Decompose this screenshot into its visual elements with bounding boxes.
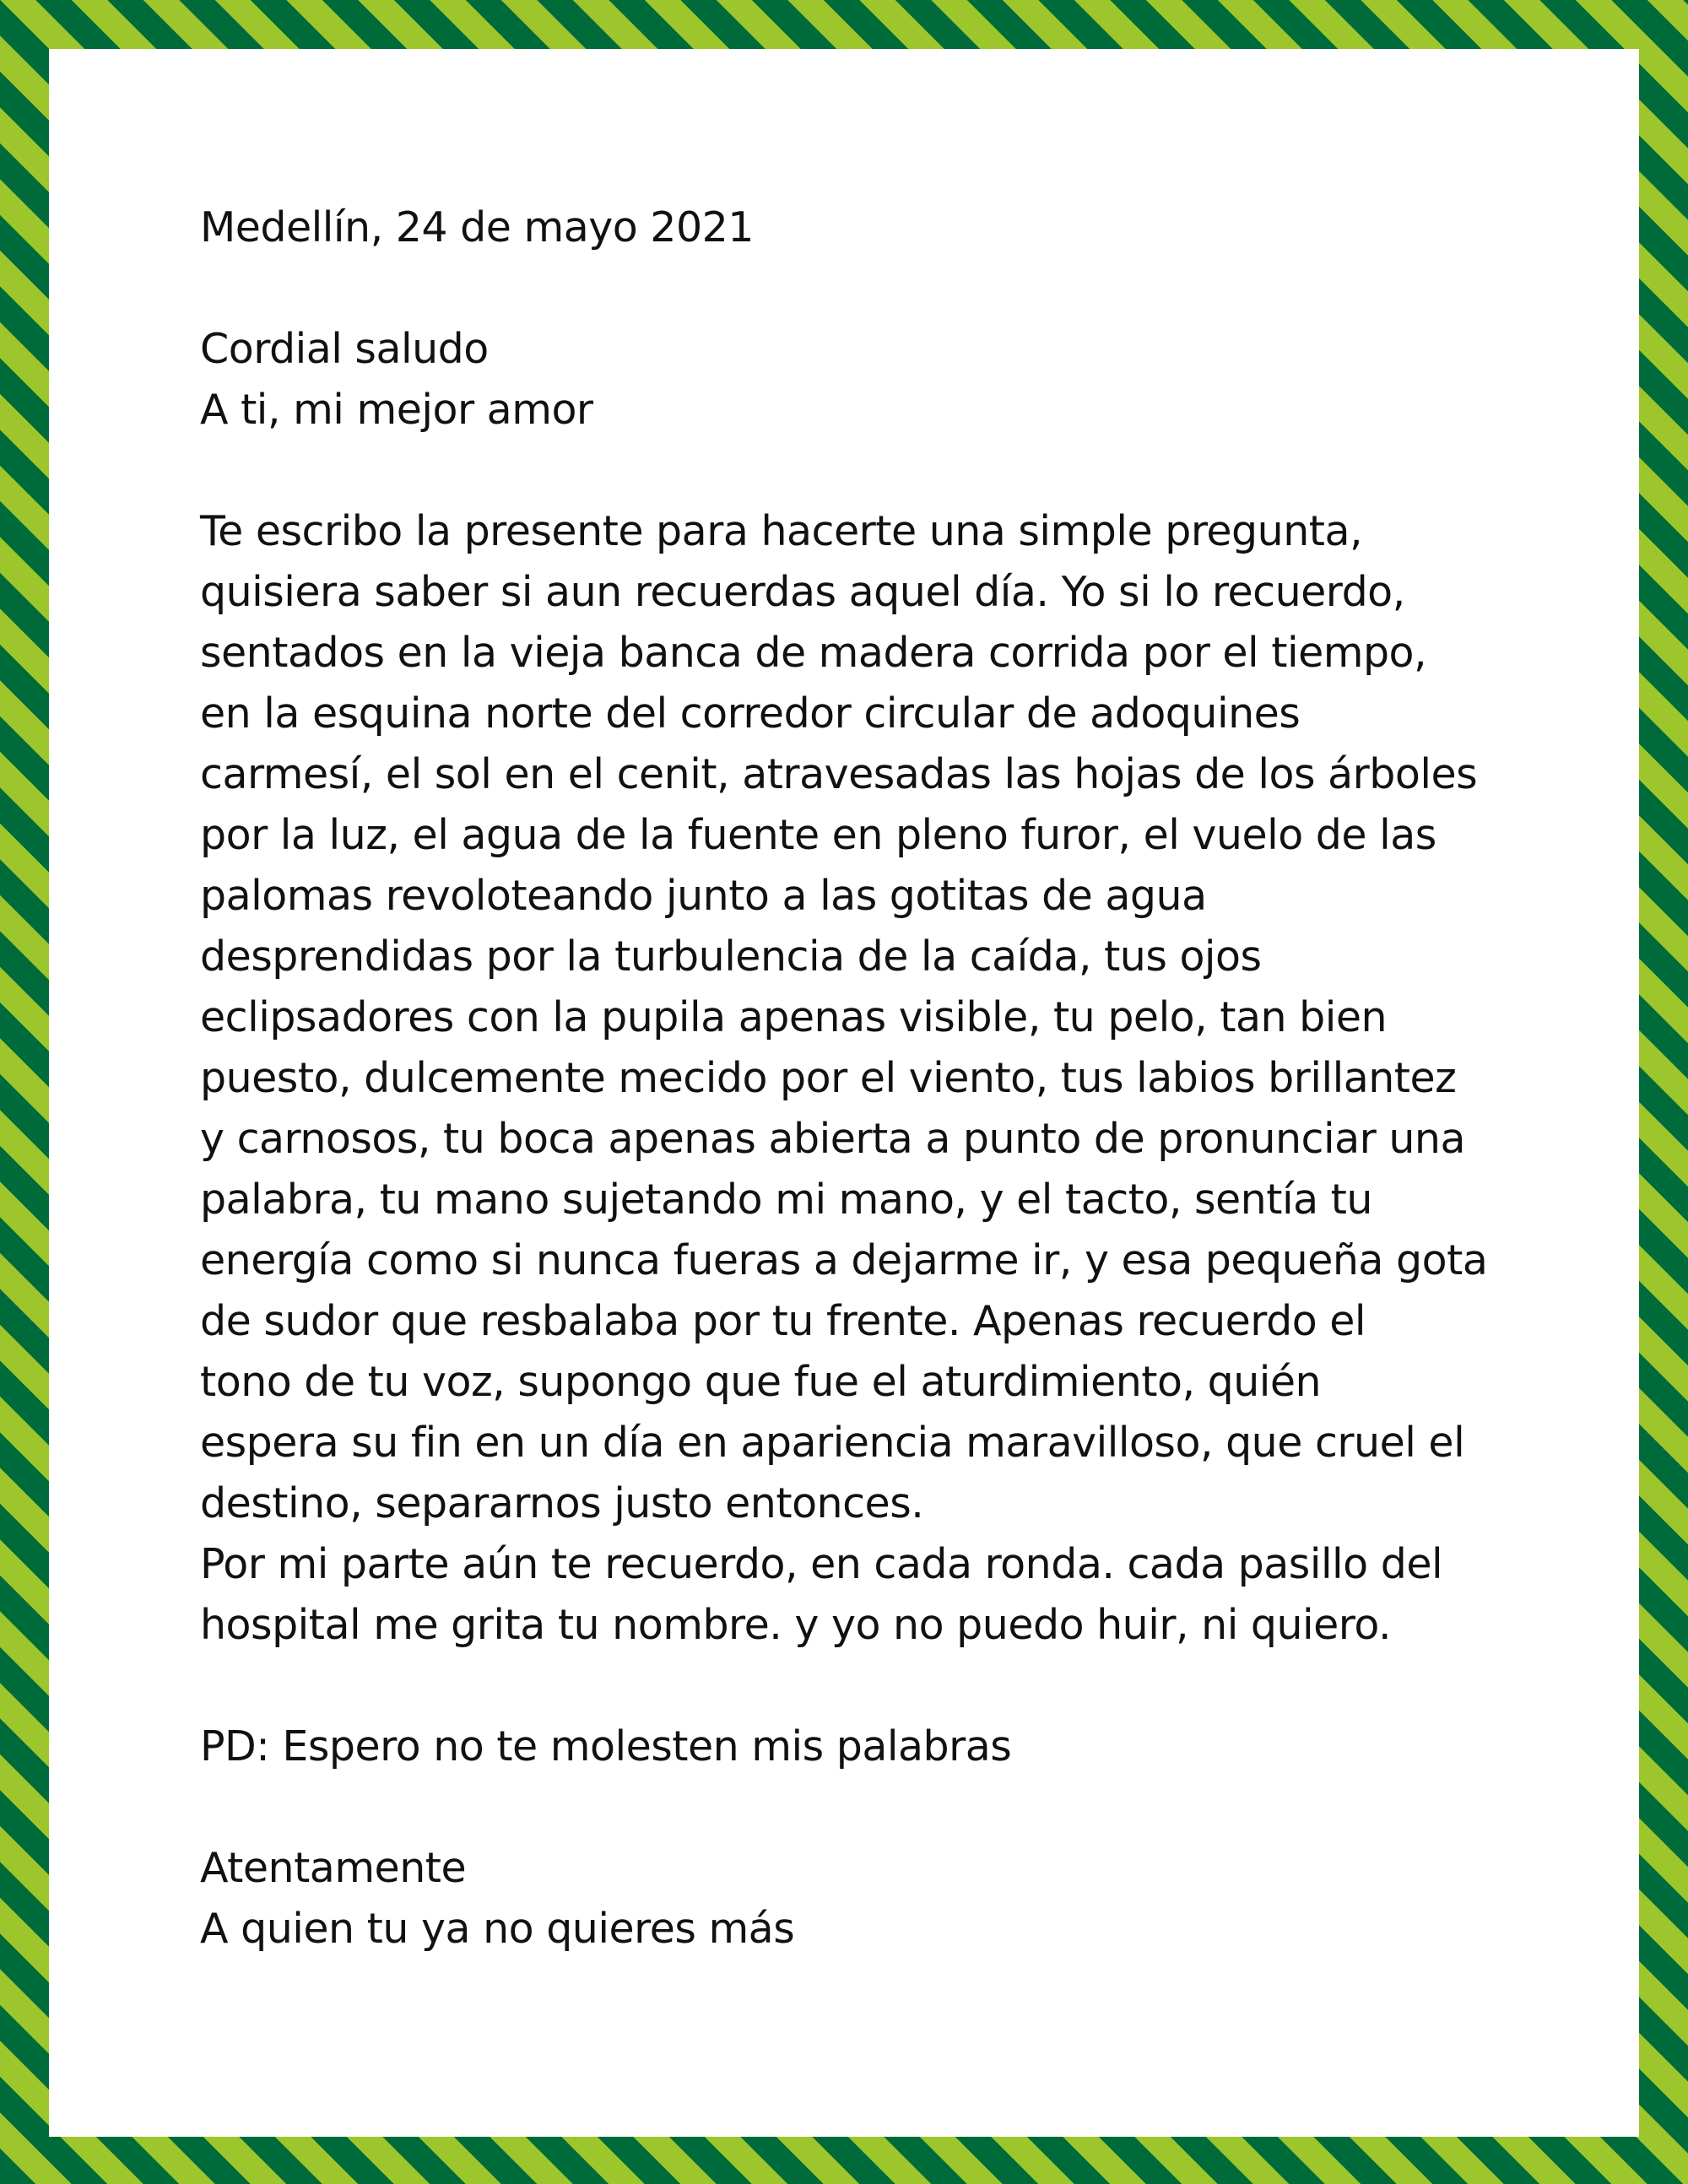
body-line: Te escribo la presente para hacerte una simple pregunta, bbox=[200, 507, 1363, 555]
body-line: espera su fin en un día en apariencia maravilloso, que cruel el bbox=[200, 1419, 1465, 1467]
letter-closing: Atentamente bbox=[200, 1844, 467, 1892]
body-line: en la esquina norte del corredor circular de adoquines bbox=[200, 689, 1301, 738]
body-line: y carnosos, tu boca apenas abierta a punto de pronunciar una bbox=[200, 1115, 1466, 1163]
body-line: desprendidas por la turbulencia de la caída, tus ojos bbox=[200, 933, 1262, 981]
spacer bbox=[200, 1777, 1559, 1838]
body-line: Por mi parte aún te recuerdo, en cada ronda. cada pasillo del bbox=[200, 1540, 1443, 1588]
body-line: carmesí, el sol en el cenit, atravesadas las hojas de los árboles bbox=[200, 750, 1478, 798]
letter-content bbox=[200, 197, 1559, 1960]
spacer bbox=[200, 258, 1559, 319]
body-line: destino, separarnos justo entonces. bbox=[200, 1479, 924, 1527]
letter-greeting: Cordial saludo bbox=[200, 325, 489, 373]
body-line: puesto, dulcemente mecido por el viento, tus labios brillantez bbox=[200, 1054, 1457, 1102]
body-line: por la luz, el agua de la fuente en pleno furor, el vuelo de las bbox=[200, 811, 1436, 859]
body-line: palabra, tu mano sujetando mi mano, y el tacto, sentía tu bbox=[200, 1176, 1372, 1224]
body-line: eclipsadores con la pupila apenas visible, tu pelo, tan bien bbox=[200, 993, 1388, 1041]
body-line: de sudor que resbalaba por tu frente. Apenas recuerdo el bbox=[200, 1297, 1366, 1345]
spacer bbox=[200, 1656, 1559, 1716]
spacer bbox=[200, 441, 1559, 501]
letter-signature: A quien tu ya no quieres más bbox=[200, 1905, 795, 1953]
body-line: palomas revoloteando junto a las gotitas de agua bbox=[200, 872, 1207, 920]
letter-postscript: PD: Espero no te molesten mis palabras bbox=[200, 1722, 1012, 1770]
letter-date: Medellín, 24 de mayo 2021 bbox=[200, 203, 754, 251]
body-line: energía como si nunca fueras a dejarme ir, y esa pequeña gota bbox=[200, 1236, 1488, 1284]
body-line: quisiera saber si aun recuerdas aquel día. Yo si lo recuerdo, bbox=[200, 568, 1405, 616]
body-line: tono de tu voz, supongo que fue el aturdimiento, quién bbox=[200, 1358, 1322, 1406]
body-line: sentados en la vieja banca de madera corrida por el tiempo, bbox=[200, 629, 1427, 677]
letter-recipient: A ti, mi mejor amor bbox=[200, 386, 593, 434]
body-line: hospital me grita tu nombre. y yo no puedo huir, ni quiero. bbox=[200, 1601, 1392, 1649]
letter-body bbox=[200, 501, 1559, 1656]
letter-paper bbox=[49, 49, 1639, 2137]
